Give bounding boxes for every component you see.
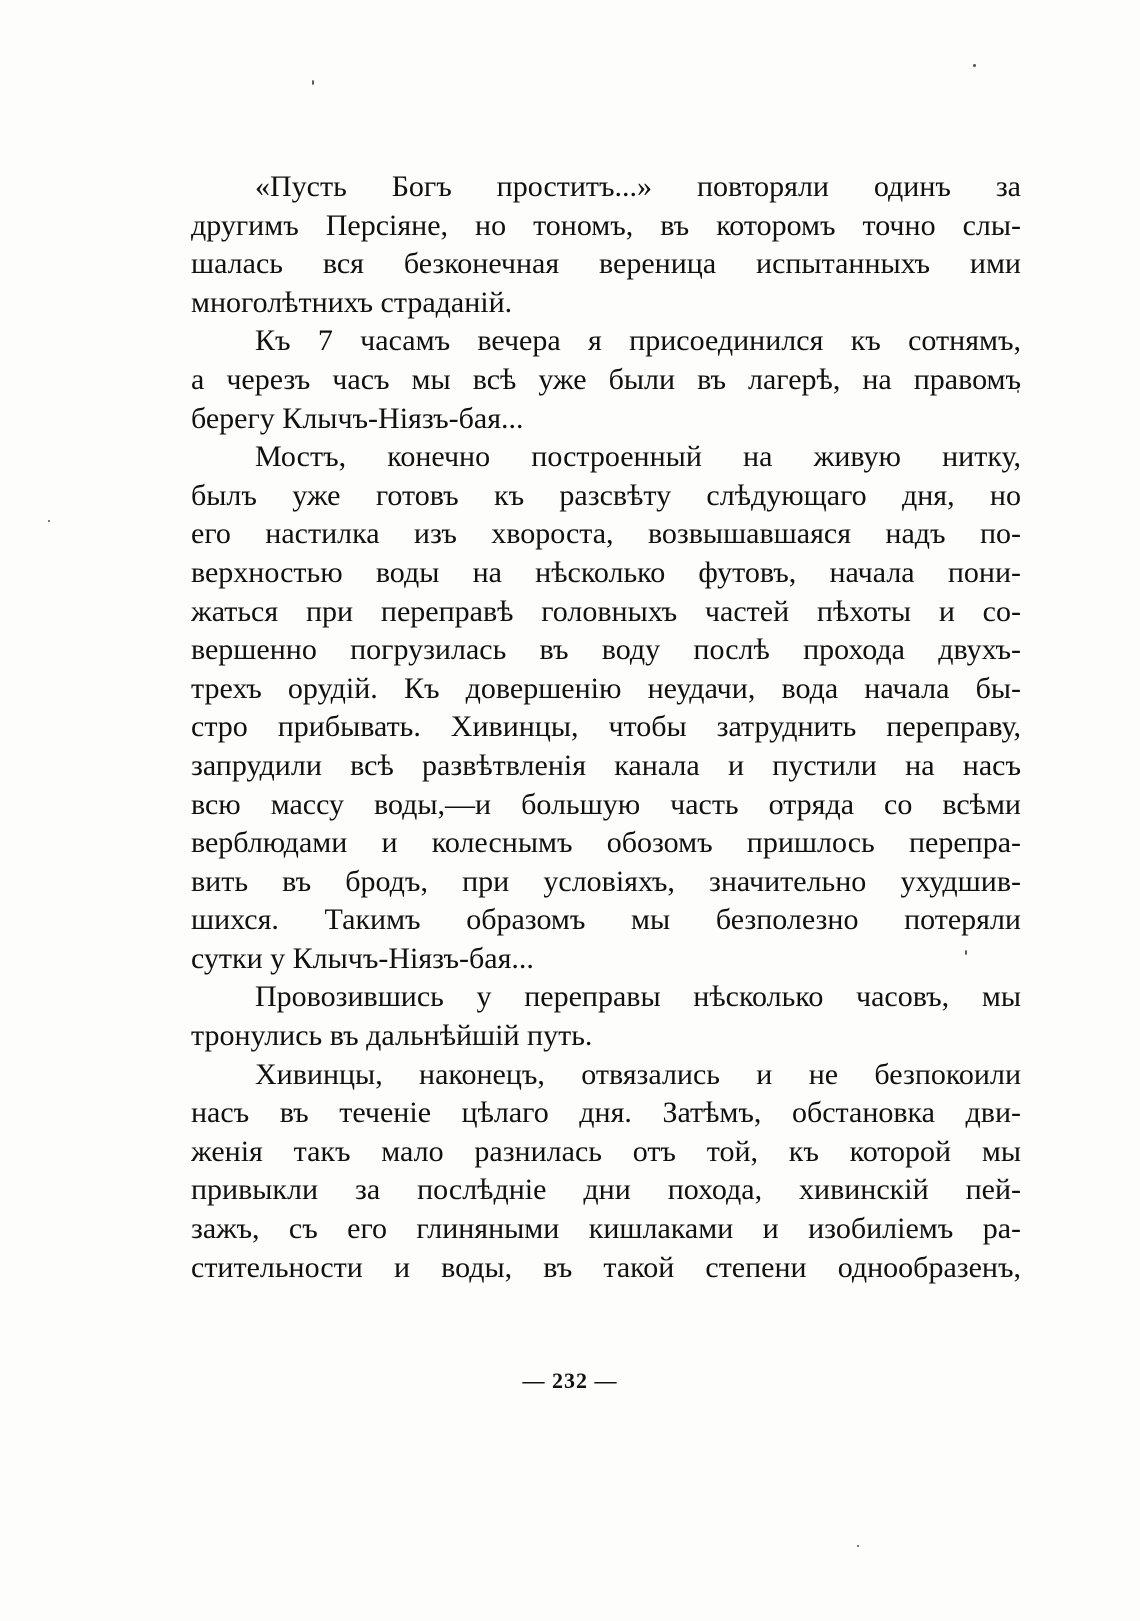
text-line: зажъ, съ его глиняными кишлаками и изобиліемъ ра- — [191, 1212, 1021, 1246]
text-line: стительности и воды, въ такой степени однообразенъ, — [191, 1250, 1021, 1284]
text-line: жаться при переправѣ головныхъ частей пѣхоты и со- — [191, 594, 1021, 628]
text-line: трехъ орудій. Къ довершенію неудачи, вода начала бы- — [191, 671, 1021, 705]
text-line: другимъ Персіяне, но тономъ, въ которомъ точно слы- — [191, 208, 1021, 242]
text-line: стро прибывать. Хивинцы, чтобы затруднить переправу, — [191, 710, 1021, 744]
text-line: верблюдами и колеснымъ обозомъ пришлось перепра- — [191, 826, 1021, 860]
text-line: привыкли за послѣдніе дни похода, хивинскій пей- — [191, 1173, 1021, 1207]
text-line: женія такъ мало разнилась отъ той, къ которой мы — [191, 1134, 1021, 1168]
text-line: многолѣтнихъ страданій. — [191, 285, 513, 319]
text-line: всю массу воды,—и большую часть отряда со всѣми — [191, 787, 1021, 821]
paragraph — [191, 438, 1021, 978]
paragraph — [191, 1056, 1021, 1288]
page-number: — 232 — — [522, 1368, 618, 1393]
paragraph — [191, 168, 1021, 322]
text-line: Мостъ, конечно построенный на живую нитку, — [255, 440, 1021, 474]
paragraph — [191, 978, 1021, 1055]
print-speck — [312, 80, 314, 85]
print-speck — [48, 520, 50, 522]
text-line: «Пусть Богъ проститъ...» повторяли одинъ за — [255, 170, 1021, 203]
print-speck — [973, 64, 976, 67]
text-line: Хивинцы, наконецъ, отвязались и не безпокоили — [255, 1057, 1021, 1091]
text-line: былъ уже готовъ къ разсвѣту слѣдующаго дня, но — [191, 478, 1021, 512]
text-line: берегу Клычъ-Ніязъ-бая... — [191, 401, 524, 435]
text-line: шалась вся безконечная вереница испытанныхъ ими — [191, 247, 1021, 281]
text-line: шихся. Такимъ образомъ мы безполезно потеряли — [191, 903, 1021, 937]
body-text — [191, 168, 1021, 1287]
text-line: а черезъ часъ мы всѣ уже были въ лагерѣ, на правомъ — [191, 362, 1021, 396]
text-line: сутки у Клычъ-Ніязъ-бая... — [191, 941, 534, 975]
text-line: его настилка изъ хвороста, возвышавшаяся надъ по- — [191, 517, 1021, 551]
paragraph — [191, 322, 1021, 438]
text-line: Къ 7 часамъ вечера я присоединился къ сотнямъ, — [255, 324, 1021, 358]
text-line: вершенно погрузилась въ воду послѣ прохода двухъ- — [191, 633, 1021, 667]
print-speck — [857, 1545, 859, 1547]
text-line: вить въ бродъ, при условіяхъ, значительно ухудшив- — [191, 864, 1021, 898]
text-line: насъ въ теченіе цѣлаго дня. Затѣмъ, обстановка дви- — [191, 1096, 1021, 1130]
text-line: верхностью воды на нѣсколько футовъ, начала пони- — [191, 555, 1021, 589]
text-line: тронулись въ дальнѣйшій путь. — [191, 1019, 593, 1053]
text-line: Провозившись у переправы нѣсколько часовъ, мы — [255, 980, 1021, 1014]
text-line: запрудили всѣ развѣтвленія канала и пустили на насъ — [191, 748, 1021, 782]
